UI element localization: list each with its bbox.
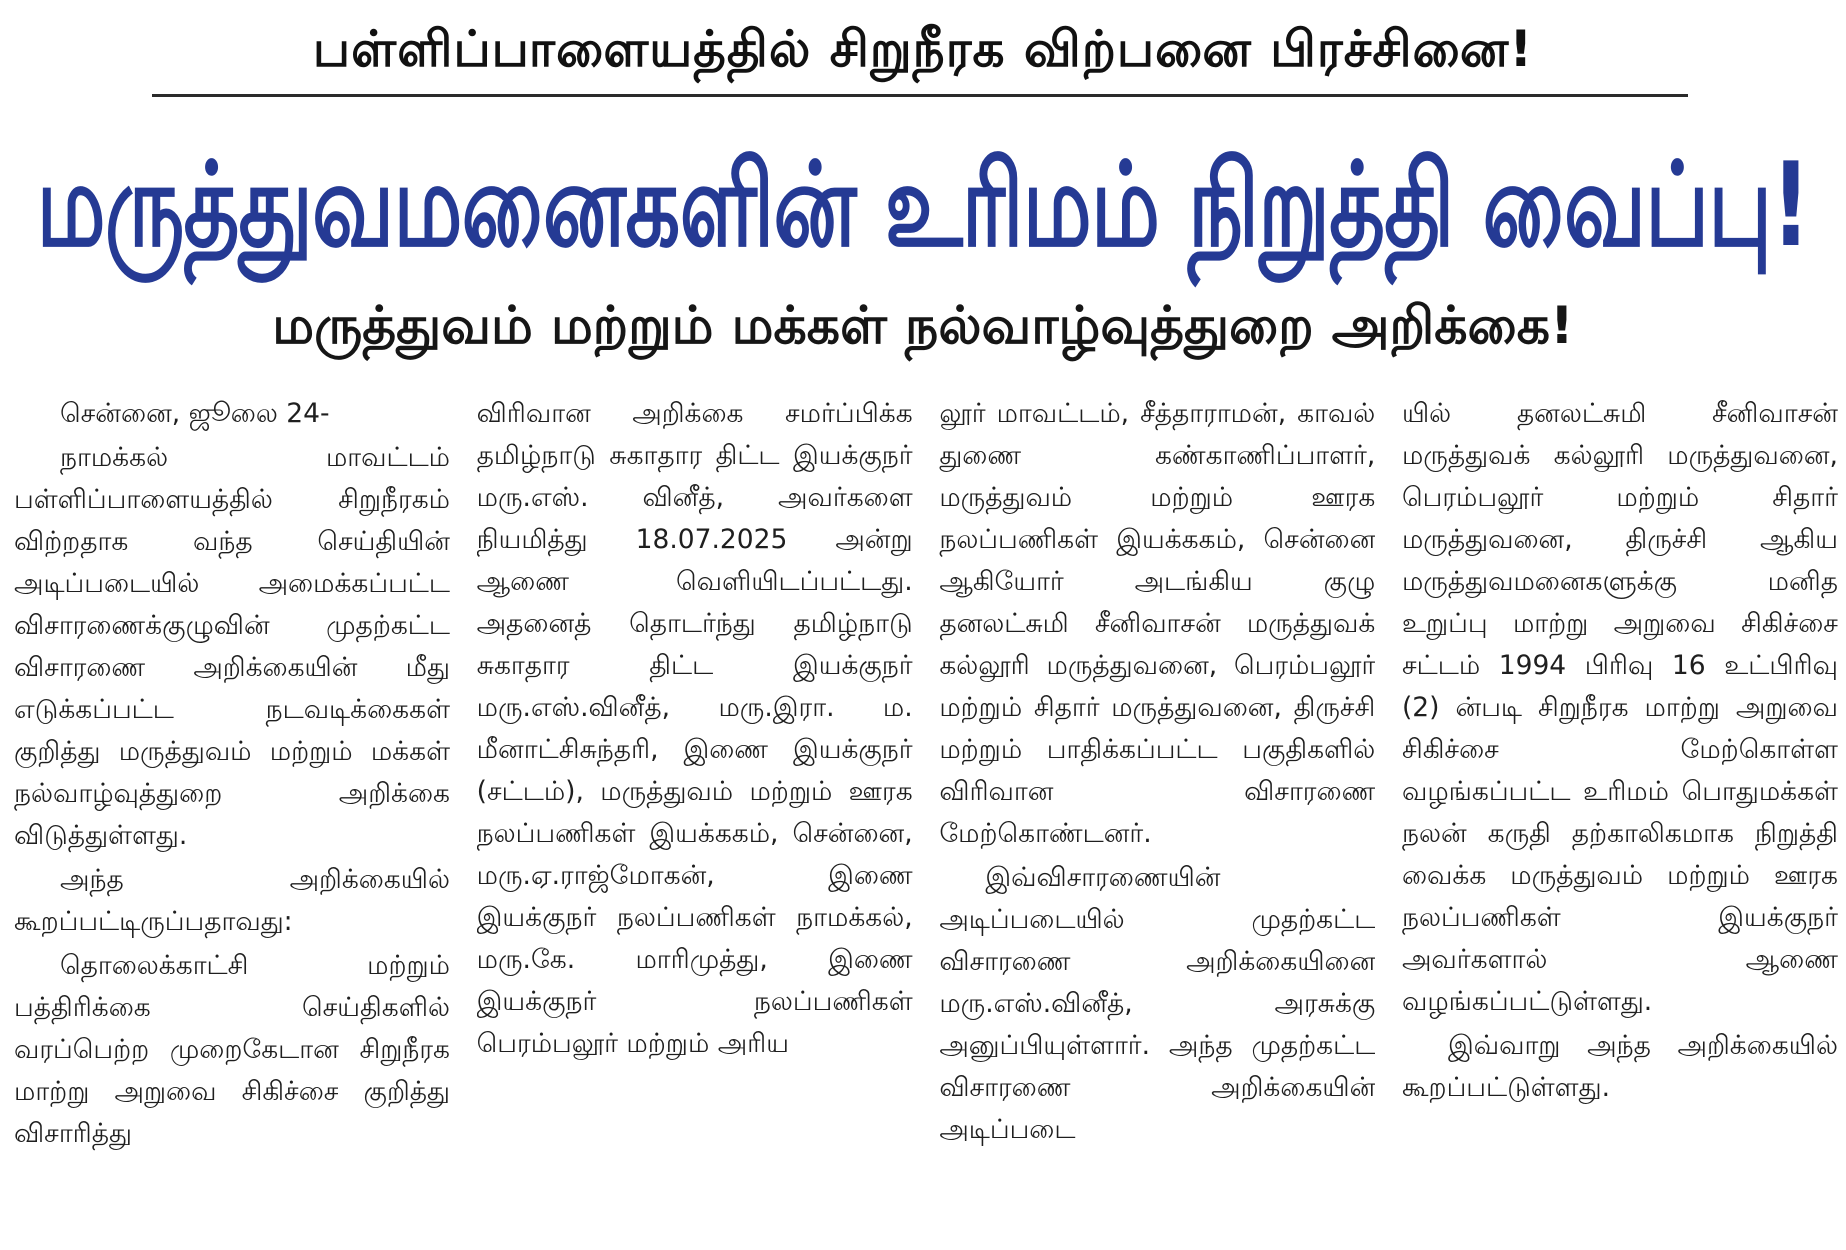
body-paragraph: நாமக்கல் மாவட்டம் பள்ளிப்பாளையத்தில் சிறுநீரகம் விற்றதாக வந்த செய்தியின் அடிப்படையில் அமைக்கப்பட்ட விசாரணைக்குழுவின் முதற்கட்ட விசாரணை அறிக்கையின் மீது எடுக்கப்பட்ட நடவடிக்கைகள் குறித்து மருத்துவம் மற்றும் மக்கள் நல்வாழ்வுத்துறை அறிக்கை விடுத்துள்ளது.	[14, 442, 450, 851]
body-paragraph: இவ்விசாரணையின் அடிப்படையில் முதற்கட்ட விசாரணை அறிக்கையினை மரு.எஸ்.வினீத், அரசுக்கு அனுப்பியுள்ளார். அந்த முதற்கட்ட விசாரணை அறிக்கையின் அடிப்படை	[939, 862, 1376, 1145]
body-paragraph: விரிவான அறிக்கை சமர்ப்பிக்க தமிழ்நாடு சுகாதார திட்ட இயக்குநர் மரு.எஸ். வினீத், அவர்களை நியமித்து 18.07.2025 அன்று ஆணை வெளியிடப்பட்டது. அதனைத் தொடர்ந்து தமிழ்நாடு சுகாதார திட்ட இயக்குநர் மரு.எஸ்.வினீத், மரு.இரா. ம. மீனாட்சிசுந்தரி, இணை இயக்குநர் (சட்டம்), மருத்துவம் மற்றும் ஊரக நலப்பணிகள் இயக்ககம், சென்னை, மரு.ஏ.ராஜ்மோகன், இணை இயக்குநர் நலப்பணிகள் நாமக்கல், மரு.கே. மாரிமுத்து, இணை இயக்குநர் நலப்பணிகள் பெரம்பலூர் மற்றும் அரிய	[476, 398, 913, 1059]
article-column-3	[939, 393, 1375, 1243]
article-column-4	[1402, 393, 1838, 1243]
article-column-1	[14, 393, 450, 1243]
sub-headline: மருத்துவம் மற்றும் மக்கள் நல்வாழ்வுத்துறை அறிக்கை!	[272, 296, 1574, 356]
dateline: சென்னை, ஜூலை 24-	[60, 398, 330, 429]
kicker-headline: பள்ளிப்பாளையத்தில் சிறுநீரக விற்பனை பிரச்சினை!	[312, 20, 1534, 78]
headline-divider	[152, 94, 1688, 97]
closing-paragraph: இவ்வாறு அந்த அறிக்கையில் கூறப்பட்டுள்ளது.	[1401, 1030, 1838, 1103]
body-paragraph: யில் தனலட்சுமி சீனிவாசன் மருத்துவக் கல்லூரி மருத்துவனை, பெரம்பலூர் மற்றும் சிதார் மருத்துவனை, திருச்சி ஆகிய மருத்துவமனைகளுக்கு மனித உறுப்பு மாற்று அறுவை சிகிச்சை சட்டம் 1994 பிரிவு 16 உட்பிரிவு (2) ன்படி சிறுநீரக மாற்று அறுவை சிகிச்சை மேற்கொள்ள வழங்கப்பட்ட உரிமம் பொதுமக்கள் நலன் கருதி தற்காலிகமாக நிறுத்தி வைக்க மருத்துவம் மற்றும் ஊரக நலப்பணிகள் இயக்குநர் அவர்களால் ஆணை வழங்கப்பட்டுள்ளது.	[1401, 398, 1838, 1017]
body-paragraph: அந்த அறிக்கையில் கூறப்பட்டிருப்பதாவது:	[14, 864, 450, 937]
article-column-2	[477, 393, 913, 1243]
main-headline: மருத்துவமனைகளின் உரிமம் நிறுத்தி வைப்பு!	[36, 138, 1810, 274]
body-paragraph: லூர் மாவட்டம், சீத்தாராமன், காவல் துணை கண்காணிப்பாளர், மருத்துவம் மற்றும் ஊரக நலப்பணிகள் இயக்ககம், சென்னை ஆகியோர் அடங்கிய குழு தனலட்சுமி சீனிவாசன் மருத்துவக் கல்லூரி மருத்துவனை, பெரம்பலூர் மற்றும் சிதார் மருத்துவனை, திருச்சி மற்றும் பாதிக்கப்பட்ட பகுதிகளில் விரிவான விசாரணை மேற்கொண்டனர்.	[939, 398, 1376, 849]
body-paragraph: தொலைக்காட்சி மற்றும் பத்திரிக்கை செய்திகளில் வரப்பெற்ற முறைகேடான சிறுநீரக மாற்று அறுவை சிகிச்சை குறித்து விசாரித்து	[14, 950, 450, 1149]
article-body	[14, 393, 1838, 1243]
